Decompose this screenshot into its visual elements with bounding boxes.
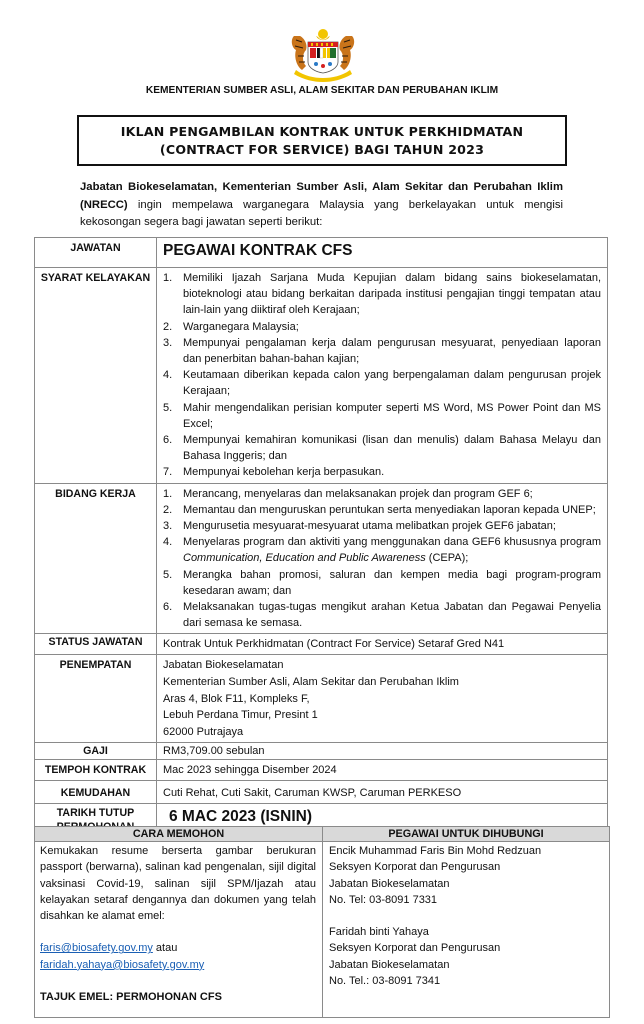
label-tarikh-tutup: TARIKH TUTUP (35, 804, 157, 835)
label-penempatan: PENEMPATAN (35, 655, 157, 743)
label-syarat-kelayakan: SYARAT KELAYAKAN (35, 268, 157, 484)
contact-tel: No. Tel.: 03-8091 7341 (329, 975, 441, 988)
list-item: 1. Memiliki Ijazah Sarjana Muda Kepujian dalam bidang sains biokeselamatan, bioteknologi atau bidang berkaitan daripada institusi pengajian tinggi tempatan atau lain-lain yang diiktiraf oleh Kerajaan; (163, 272, 601, 317)
list-item: 7. Mempunyai kebolehan kerja berpasukan. (163, 466, 385, 479)
contact-tel: No. Tel: 03-8091 7331 (329, 893, 438, 906)
list-item: 1. Merancang, menyelaras dan melaksanakan projek dan program GEF 6; (163, 487, 533, 500)
value-status-jawatan: Kontrak Untuk Perkhidmatan (Contract For Service) Setaraf Gred N41 (157, 634, 608, 655)
list-item: 6. Melaksanakan tugas-tugas mengikut arahan Ketua Jabatan dan Pegawai Penyelia dari semasa ke semasa. (163, 601, 601, 630)
advert-title-line1: IKLAN PENGAMBILAN KONTRAK UNTUK PERKHIDMATAN (120, 123, 524, 139)
list-item: 5. Merangka bahan promosi, saluran dan kempen media bagi program-program kesedaran awam; dan (163, 568, 601, 597)
contact-name: Faridah binti Yahaya (329, 926, 429, 939)
email-link-faris[interactable]: faris@biosafety.gov.my (40, 942, 153, 955)
label-status-jawatan: STATUS JAWATAN (35, 634, 157, 655)
value-gaji: RM3,709.00 sebulan (157, 743, 608, 760)
contact-section: Seksyen Korporat dan Pengurusan (329, 942, 501, 955)
value-kemudahan: Cuti Rehat, Cuti Sakit, Caruman KWSP, Caruman PERKESO (157, 781, 608, 804)
value-tempoh-kontrak: Mac 2023 sehingga Disember 2024 (157, 760, 608, 781)
row-status-jawatan (35, 634, 608, 655)
address-line: Kementerian Sumber Asli, Alam Sekitar dan Perubahan Iklim (163, 676, 459, 689)
list-item: 3. Mempunyai pengalaman kerja dalam pengurusan mesyuarat, penyediaan laporan dan penerbitan bahan-bahan kajian; (163, 336, 601, 366)
label-kemudahan: KEMUDAHAN (35, 781, 157, 804)
intro-text: ingin mempelawa warganegara Malaysia yang berkelayakan untuk mengisi kekosongan segera bagi jawatan seperti berikut: (80, 198, 563, 228)
address-line: Lebuh Perdana Timur, Presint 1 (163, 709, 318, 722)
row-bidang-kerja (35, 483, 608, 634)
intro-department: Jabatan Biokeselamatan, Kementerian Sumber Asli, Alam Sekitar dan Perubahan Iklim (NRECC) (80, 181, 563, 211)
email-link-faridah[interactable]: faridah.yahaya@biosafety.gov.my (40, 958, 205, 971)
list-item: 6. Mempunyai kemahiran komunikasi (lisan dan menulis) dalam Bahasa Melayu dan Bahasa Inggeris; dan (163, 434, 601, 463)
address-line: Aras 4, Blok F11, Kompleks F, (163, 692, 310, 705)
contact-person (329, 843, 603, 908)
contact-person (329, 924, 603, 989)
row-jawatan (35, 238, 608, 268)
list-item: 2. Warganegara Malaysia; (163, 320, 299, 333)
contact-name: Encik Muhammad Faris Bin Mohd Redzuan (329, 845, 542, 857)
lower-header-row (35, 827, 610, 842)
ministry-name: KEMENTERIAN SUMBER ASLI, ALAM SEKITAR DAN PERUBAHAN IKLIM (145, 85, 499, 96)
row-gaji (35, 743, 608, 760)
row-syarat-kelayakan (35, 268, 608, 484)
coat-of-arms-logo (286, 26, 360, 82)
address-line: 62000 Putrajaya (163, 725, 244, 738)
label-jawatan: JAWATAN (35, 238, 157, 268)
value-bidang-kerja (157, 483, 608, 634)
value-syarat-kelayakan (157, 268, 608, 484)
how-to-apply (35, 842, 323, 1018)
list-item: 4. Menyelaras program dan aktiviti yang menggunakan dana GEF6 khususnya program Communication, Education and Public Awareness (CEPA); (163, 536, 601, 565)
list-item: 3. Mengurusetia mesyuarat-mesyuarat utama melibatkan projek GEF6 jabatan; (163, 520, 556, 533)
list-item: 2. Memantau dan menguruskan peruntukan serta menyediakan laporan kepada UNEP; (163, 503, 596, 516)
logo-sun (318, 29, 328, 39)
closing-date: 6 MAC 2023 (ISNIN) (169, 808, 312, 826)
advert-title-box (77, 115, 567, 166)
row-penempatan (35, 655, 608, 743)
label-gaji: GAJI (35, 743, 157, 760)
advert-title-line2: (CONTRACT FOR SERVICE) BAGI TAHUN 2023 (159, 141, 485, 157)
contact-persons (323, 842, 610, 1018)
apply-instructions: Kemukakan resume berserta gambar berukuran passport (berwarna), salinan kad pengenalan, sijil digital vaksinasi Covid-19, salinan sijil SPM/Ijazah atau kelayakan setaraf dengannya dan dokumen yang telah disahkan ke alamat emel: (40, 845, 316, 923)
application-contact-table (34, 826, 610, 1018)
contact-section: Seksyen Korporat dan Pengurusan (329, 861, 501, 874)
address-line: Jabatan Biokeselamatan (163, 659, 284, 672)
list-item: 5. Mahir mengendalikan perisian komputer seperti MS Word, MS Power Point dan MS Excel; (163, 401, 601, 430)
row-tempoh-kontrak (35, 760, 608, 781)
header-pegawai-dihubungi: PEGAWAI UNTUK DIHUBUNGI (323, 827, 610, 842)
job-details-table (34, 237, 608, 834)
apply-emails: faris@biosafety.gov.my atau (40, 942, 178, 955)
header-cara-memohon: CARA MEMOHON (35, 827, 323, 842)
email-subject: TAJUK EMEL: PERMOHONAN CFS (40, 991, 222, 1004)
label-bidang-kerja: BIDANG KERJA (35, 483, 157, 634)
intro-paragraph (80, 179, 563, 232)
job-title: PEGAWAI KONTRAK CFS (163, 242, 353, 259)
list-item: 4. Keutamaan diberikan kepada calon yang berpengalaman dalam pengurusan projek Kerajaan; (163, 369, 601, 398)
qualification-list (163, 270, 601, 481)
value-penempatan (157, 655, 608, 743)
contact-dept: Jabatan Biokeselamatan (329, 877, 450, 890)
job-scope-list (163, 486, 601, 632)
contact-dept: Jabatan Biokeselamatan (329, 958, 450, 971)
label-tempoh-kontrak: TEMPOH KONTRAK (35, 760, 157, 781)
value-jawatan (157, 238, 608, 268)
lower-body-row (35, 842, 610, 1018)
row-kemudahan (35, 781, 608, 804)
